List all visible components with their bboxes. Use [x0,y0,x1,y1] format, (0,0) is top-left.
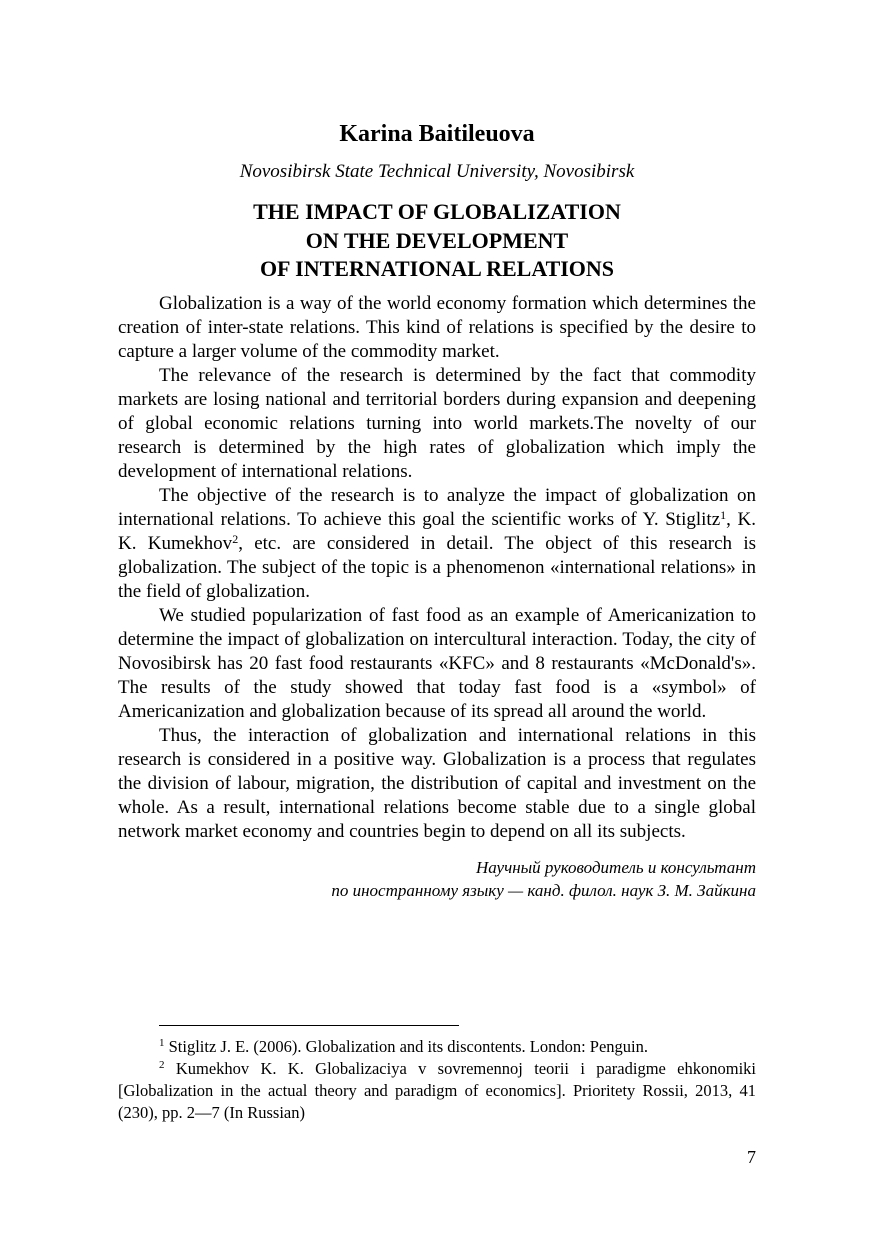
scientific-advisor [118,856,756,903]
title-line: THE IMPACT OF GLOBALIZATION [253,199,621,224]
author-name: Karina Baitileuova [339,121,535,147]
footnote-ref-2[interactable]: 2 [232,531,239,546]
article-body [118,292,756,844]
footnote-mark: 1 [159,1037,165,1049]
page-number: 7 [747,1147,756,1167]
article-title [118,198,756,284]
paragraph-text: The objective of the research is to analyze the impact of globalization on international relations. To achieve this goal the scientific works of Y. Stiglitz [118,484,756,530]
title-line: OF INTERNATIONAL RELATIONS [259,256,615,281]
footnote-mark: 2 [159,1059,165,1071]
paragraph-conclusion: Thus, the interaction of globalization and international relations in this research is considered in a positive way. Globalization is a process that regulates the division of labour, migration, the distribution of capital and investment on the whole. As a result, international relations become stable due to a single global network market economy and countries begin to depend on all its subjects. [118,724,756,842]
paragraph-text: , K. K. Kumekhov [118,508,756,554]
advisor-line: Научный руководитель и консультант [476,857,756,877]
footnote-text: Stiglitz J. E. (2006). Globalization and its discontents. London: Penguin. [164,1037,648,1056]
paragraph-intro: Globalization is a way of the world economy formation which determines the creation of inter-state relations. This kind of relations is specified by the desire to capture a larger volume of the commodity market. [118,292,756,362]
advisor-line: по иностранному языку — канд. филол. наук З. М. Зайкина [331,881,756,900]
footnote-ref-1[interactable]: 1 [720,507,727,522]
footnote-text: Kumekhov K. K. Globalizaciya v sovremennoj teorii i paradigme ehkonomiki [Globalization in the actual theory and paradigm of economics]. Prioritety Rossii, 2013, 41 (230), pp. 2—7 (In Russian) [118,1059,756,1122]
paragraph-relevance: The relevance of the research is determined by the fact that commodity markets are losing national and territorial borders during expansion and deepening of global economic relations turning into world markets.The novelty of our research is determined by the high rates of globalization which imply the development of international relations. [118,364,756,482]
paragraph-objective [118,484,756,604]
footnote-divider [159,1025,459,1026]
footnote-2 [118,1058,756,1124]
title-line: ON THE DEVELOPMENT [305,227,569,253]
article [118,116,756,903]
author-affiliation: Novosibirsk State Technical University, Novosibirsk [239,161,635,182]
footnote-1 [118,1036,756,1058]
paragraph-text: , etc. are considered in detail. The object of this research is globalization. The subject of the topic is a phenomenon «international relations» in the field of globalization. [118,532,756,602]
paragraph-fast-food: We studied popularization of fast food as an example of Americanization to determine the impact of globalization on intercultural interaction. Today, the city of Novosibirsk has 20 fast food restaurants «KFC» and 8 restaurants «McDonald's». The results of the study showed that today fast food is a «symbol» of Americanization and globalization because of its spread all around the world. [118,604,756,722]
footnotes [118,1036,756,1124]
